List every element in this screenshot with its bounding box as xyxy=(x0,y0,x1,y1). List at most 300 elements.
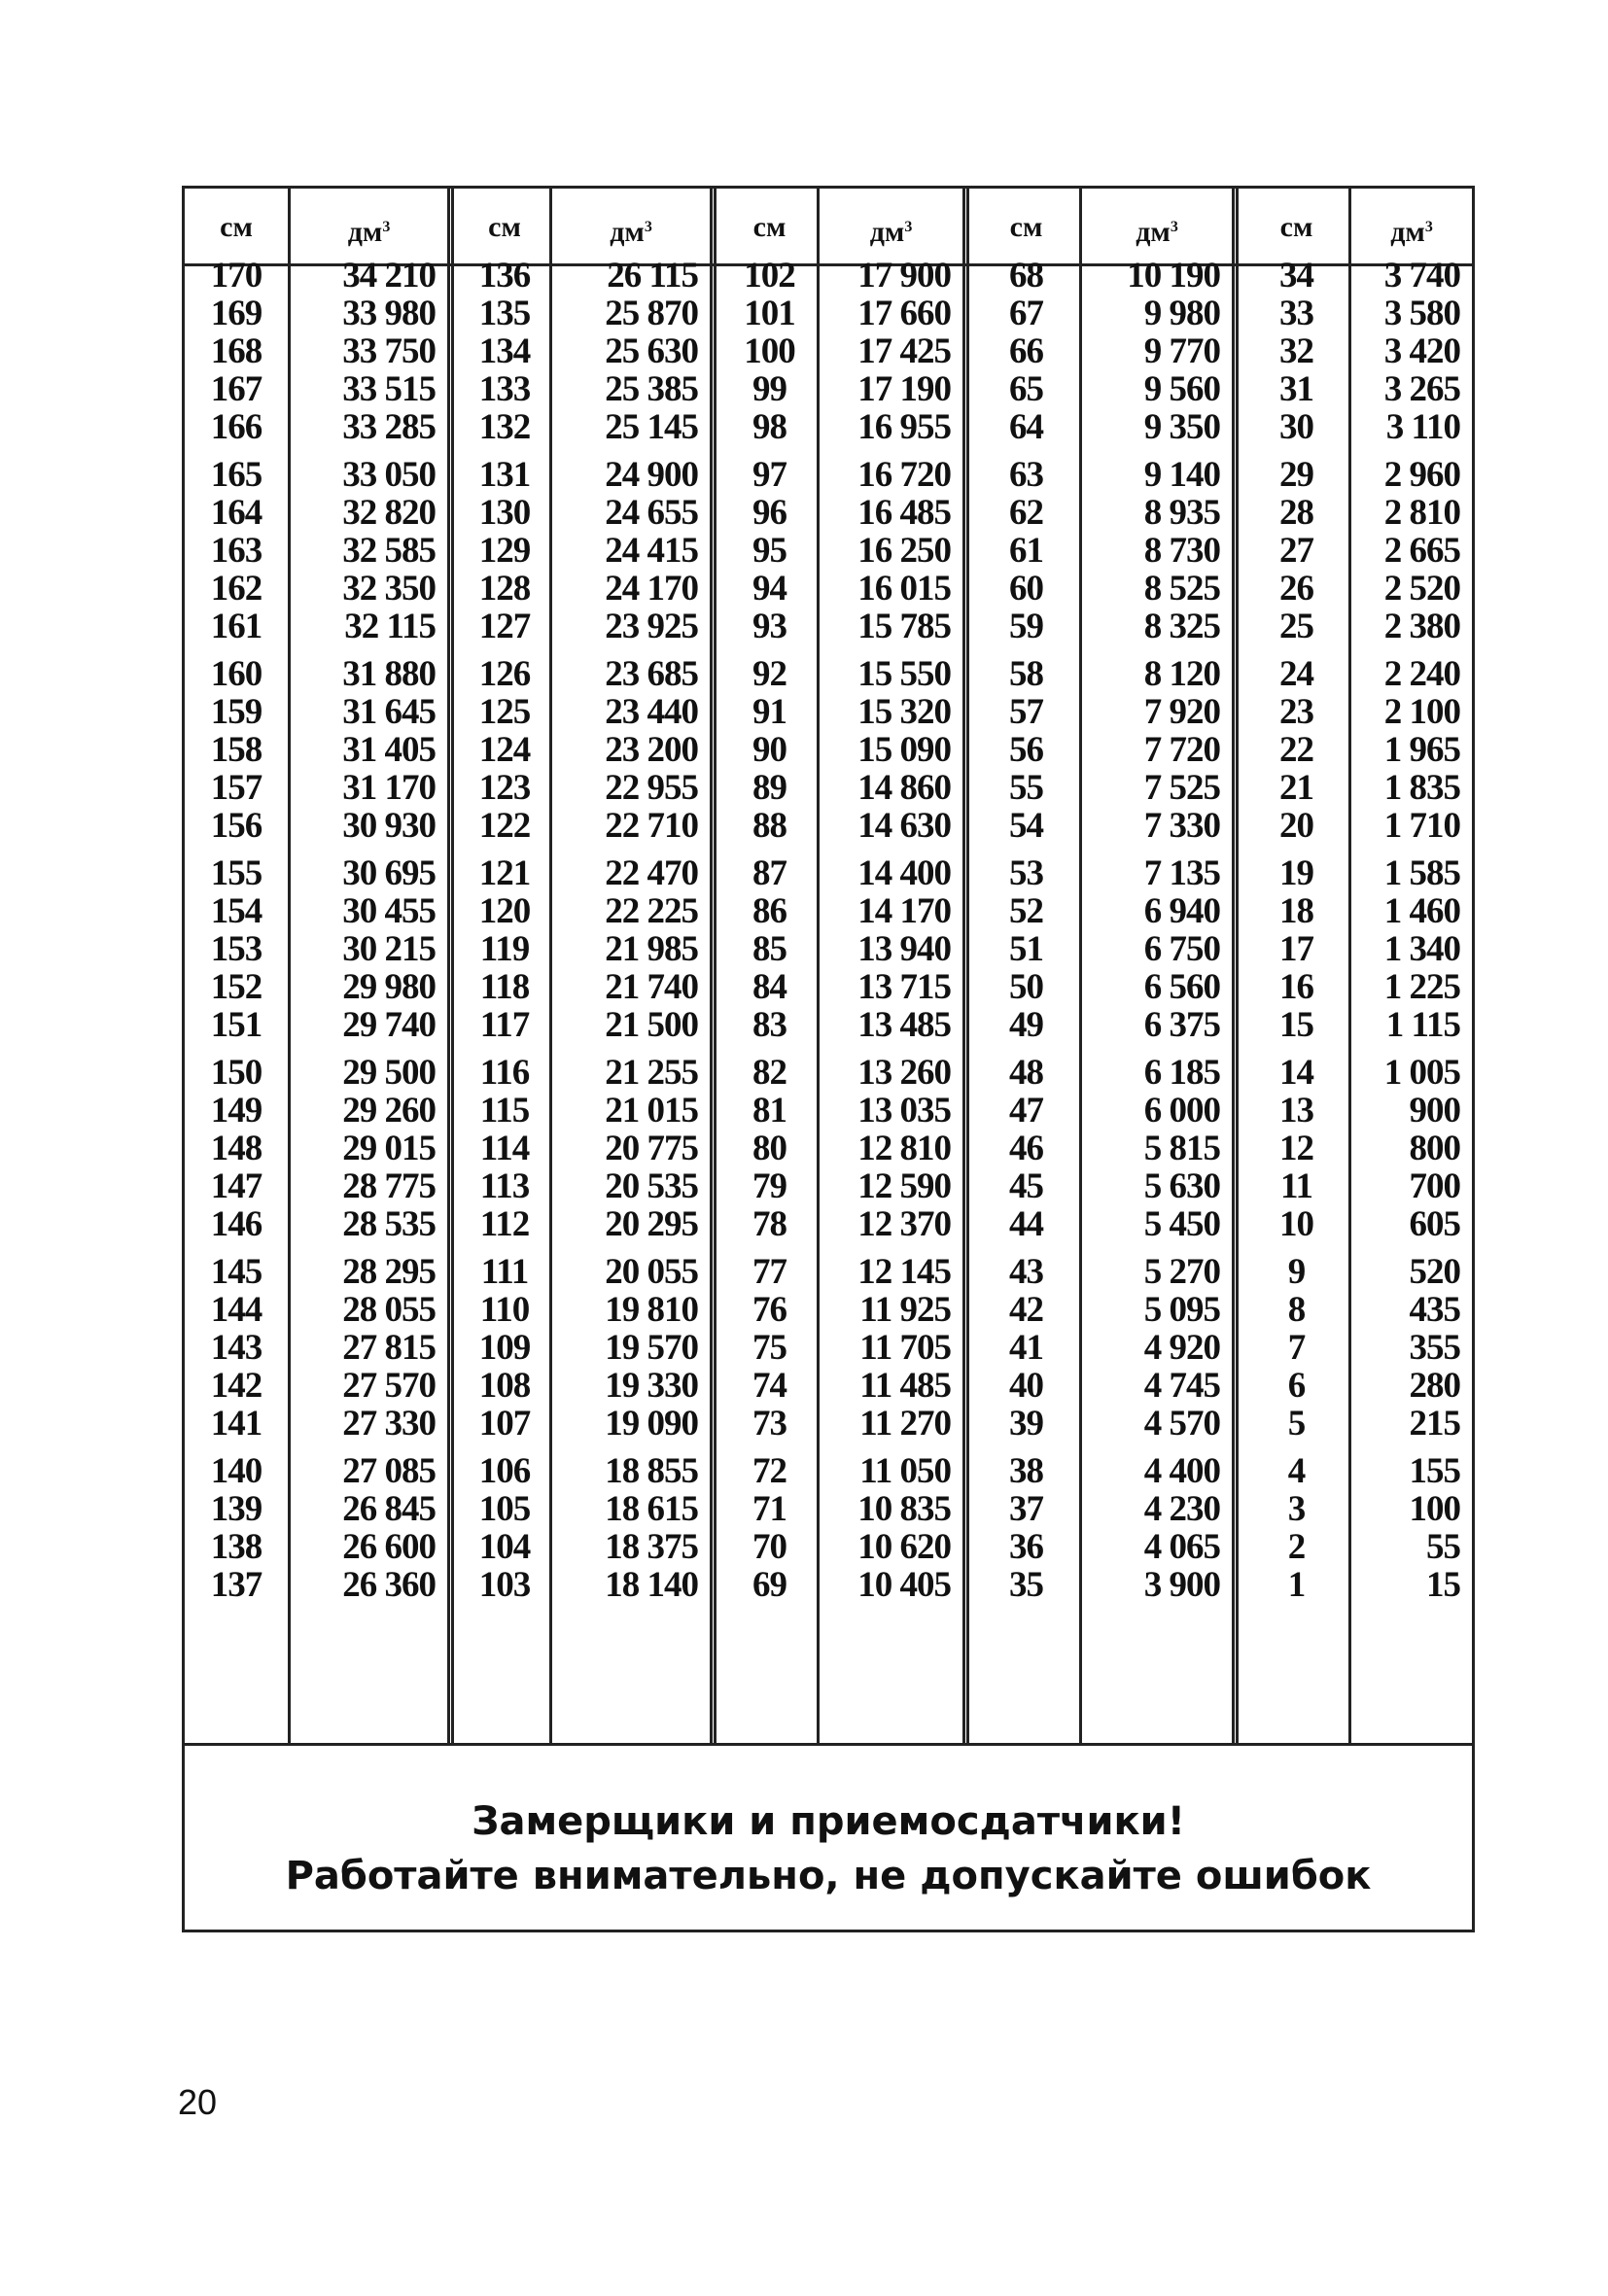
dm3-value: 16 250 xyxy=(857,531,951,571)
cm-value: 79 xyxy=(752,1166,787,1206)
cm-value: 45 xyxy=(1009,1166,1043,1206)
dm3-value: 14 630 xyxy=(857,806,951,846)
cm-value: 99 xyxy=(752,369,787,409)
cm-value: 50 xyxy=(1009,967,1043,1007)
cm-value: 138 xyxy=(210,1527,262,1567)
dm3-value: 23 925 xyxy=(605,607,698,646)
dm3-value: 33 515 xyxy=(342,369,436,409)
dm3-value: 2 100 xyxy=(1383,692,1460,732)
cm-value: 139 xyxy=(210,1489,262,1529)
dm3-value: 4 570 xyxy=(1143,1404,1220,1444)
dm3-value: 13 035 xyxy=(857,1091,951,1131)
dm3-value: 3 110 xyxy=(1385,407,1460,447)
header-dm3: $дм^3$ xyxy=(610,216,652,248)
dm3-value: 14 170 xyxy=(857,891,951,931)
cm-value: 101 xyxy=(744,294,795,333)
dm3-value: 23 440 xyxy=(605,692,698,732)
dm3-value: 28 295 xyxy=(342,1252,436,1292)
cm-value: 49 xyxy=(1009,1005,1043,1045)
cm-value: 148 xyxy=(210,1129,262,1168)
cm-value: 151 xyxy=(210,1005,262,1045)
dm3-value: 8 525 xyxy=(1143,569,1220,609)
column-dm3 xyxy=(1082,257,1220,1614)
cm-value: 143 xyxy=(210,1328,262,1368)
cm-value: 94 xyxy=(752,569,787,609)
cm-value: 33 xyxy=(1279,294,1313,333)
cm-value: 118 xyxy=(479,967,530,1007)
cm-value: 91 xyxy=(752,692,787,732)
cm-value: 111 xyxy=(480,1252,529,1292)
footer-line-1: Замерщики и приемосдатчики! xyxy=(472,1799,1185,1844)
column-dm3 xyxy=(1351,257,1460,1614)
dm3-value: 9 560 xyxy=(1143,369,1220,409)
cm-value: 134 xyxy=(478,331,531,371)
dm3-value: 21 015 xyxy=(605,1091,698,1131)
cm-value: 60 xyxy=(1009,569,1043,609)
dm3-value: 34 210 xyxy=(342,256,436,296)
cm-value: 10 xyxy=(1279,1204,1313,1244)
dm3-value: 27 815 xyxy=(342,1328,436,1368)
cm-value: 131 xyxy=(478,455,531,495)
dm3-value: 4 400 xyxy=(1143,1451,1220,1491)
dm3-value: 19 330 xyxy=(605,1366,698,1406)
dm3-value: 2 960 xyxy=(1383,455,1460,495)
cm-value: 62 xyxy=(1009,493,1043,533)
cm-value: 54 xyxy=(1009,806,1043,846)
cm-value: 87 xyxy=(752,853,787,893)
dm3-value: 3 740 xyxy=(1383,256,1460,296)
cm-value: 119 xyxy=(479,929,530,969)
dm3-value: 19 810 xyxy=(605,1290,698,1330)
dm3-value: 520 xyxy=(1409,1252,1460,1292)
cm-value: 6 xyxy=(1287,1366,1306,1406)
dm3-value: 13 260 xyxy=(857,1053,951,1093)
cm-value: 66 xyxy=(1009,331,1043,371)
cm-value: 36 xyxy=(1009,1527,1043,1567)
cm-value: 158 xyxy=(210,730,262,770)
cm-value: 113 xyxy=(479,1166,530,1206)
cm-value: 67 xyxy=(1009,294,1043,333)
column-dm3 xyxy=(552,257,698,1614)
dm3-value: 17 190 xyxy=(857,369,951,409)
cm-value: 58 xyxy=(1009,654,1043,694)
cm-value: 17 xyxy=(1279,929,1313,969)
cm-value: 167 xyxy=(210,369,262,409)
dm3-value: 15 550 xyxy=(857,654,951,694)
cm-value: 97 xyxy=(752,455,787,495)
dm3-value: 9 980 xyxy=(1143,294,1220,333)
dm3-value: 3 580 xyxy=(1383,294,1460,333)
table-header-row xyxy=(185,189,1472,266)
cm-value: 11 xyxy=(1280,1166,1312,1206)
cm-value: 124 xyxy=(478,730,531,770)
dm3-value: 33 750 xyxy=(342,331,436,371)
cm-value: 159 xyxy=(210,692,262,732)
cm-value: 169 xyxy=(210,294,262,333)
cm-value: 112 xyxy=(479,1204,530,1244)
cm-value: 168 xyxy=(210,331,262,371)
cm-value: 114 xyxy=(479,1129,530,1168)
cm-value: 76 xyxy=(752,1290,787,1330)
header-cm: см xyxy=(752,211,787,243)
dm3-value: 24 415 xyxy=(605,531,698,571)
dm3-value: 12 145 xyxy=(857,1252,951,1292)
dm3-value: 30 695 xyxy=(342,853,436,893)
cm-value: 22 xyxy=(1279,730,1313,770)
cm-value: 68 xyxy=(1009,256,1043,296)
dm3-value: 32 350 xyxy=(342,569,436,609)
cm-value: 93 xyxy=(752,607,787,646)
cm-value: 129 xyxy=(478,531,531,571)
dm3-value: 29 260 xyxy=(342,1091,436,1131)
header-dm3: $дм^3$ xyxy=(869,216,913,248)
column-cm xyxy=(1244,257,1348,1614)
dm3-value: 29 015 xyxy=(342,1129,436,1168)
cm-value: 81 xyxy=(752,1091,787,1131)
cm-value: 5 xyxy=(1287,1404,1306,1444)
cm-value: 77 xyxy=(752,1252,787,1292)
dm3-value: 7 920 xyxy=(1143,692,1220,732)
cm-value: 152 xyxy=(210,967,262,1007)
cm-value: 26 xyxy=(1279,569,1313,609)
dm3-value: 5 630 xyxy=(1143,1166,1220,1206)
cm-value: 7 xyxy=(1287,1328,1306,1368)
cm-value: 105 xyxy=(478,1489,531,1529)
dm3-value: 25 385 xyxy=(605,369,698,409)
cm-value: 85 xyxy=(752,929,787,969)
cm-value: 135 xyxy=(478,294,531,333)
cm-value: 165 xyxy=(210,455,262,495)
cm-value: 71 xyxy=(752,1489,787,1529)
dm3-value: 16 015 xyxy=(857,569,951,609)
cm-value: 37 xyxy=(1009,1489,1043,1529)
cm-value: 126 xyxy=(478,654,531,694)
cm-value: 80 xyxy=(752,1129,787,1168)
dm3-value: 18 855 xyxy=(605,1451,698,1491)
cm-value: 48 xyxy=(1009,1053,1043,1093)
dm3-value: 5 450 xyxy=(1143,1204,1220,1244)
cm-value: 27 xyxy=(1279,531,1313,571)
dm3-value: 16 955 xyxy=(857,407,951,447)
dm3-value: 14 400 xyxy=(857,853,951,893)
dm3-value: 27 330 xyxy=(342,1404,436,1444)
cm-value: 137 xyxy=(210,1565,262,1605)
dm3-value: 28 535 xyxy=(342,1204,436,1244)
cm-value: 25 xyxy=(1279,607,1313,646)
dm3-value: 1 340 xyxy=(1383,929,1460,969)
dm3-value: 24 655 xyxy=(605,493,698,533)
dm3-value: 30 930 xyxy=(342,806,436,846)
cm-value: 120 xyxy=(478,891,531,931)
dm3-value: 33 050 xyxy=(342,455,436,495)
cm-value: 59 xyxy=(1009,607,1043,646)
dm3-value: 33 285 xyxy=(342,407,436,447)
group-divider xyxy=(1232,189,1239,1743)
dm3-value: 15 090 xyxy=(857,730,951,770)
cm-value: 102 xyxy=(744,256,795,296)
dm3-value: 31 880 xyxy=(342,654,436,694)
dm3-value: 30 455 xyxy=(342,891,436,931)
dm3-value: 24 900 xyxy=(605,455,698,495)
dm3-value: 20 055 xyxy=(605,1252,698,1292)
cm-value: 63 xyxy=(1009,455,1043,495)
dm3-value: 800 xyxy=(1409,1129,1460,1168)
cm-value: 103 xyxy=(478,1565,531,1605)
dm3-value: 10 620 xyxy=(857,1527,951,1567)
cm-value: 53 xyxy=(1009,853,1043,893)
cm-value: 9 xyxy=(1287,1252,1306,1292)
dm3-value: 11 270 xyxy=(859,1404,951,1444)
dm3-value: 4 065 xyxy=(1143,1527,1220,1567)
dm3-value: 2 665 xyxy=(1383,531,1460,571)
dm3-value: 15 320 xyxy=(857,692,951,732)
dm3-value: 22 710 xyxy=(605,806,698,846)
dm3-value: 21 985 xyxy=(605,929,698,969)
cm-value: 41 xyxy=(1009,1328,1043,1368)
cm-value: 84 xyxy=(752,967,787,1007)
cm-value: 73 xyxy=(752,1404,787,1444)
dm3-value: 14 860 xyxy=(857,768,951,808)
dm3-value: 17 660 xyxy=(857,294,951,333)
footer-line-2: Работайте внимательно, не допускайте ошибок xyxy=(285,1854,1372,1898)
dm3-value: 10 405 xyxy=(857,1565,951,1605)
cm-value: 82 xyxy=(752,1053,787,1093)
dm3-value: 26 845 xyxy=(342,1489,436,1529)
column-cm xyxy=(722,257,817,1614)
group-divider xyxy=(447,189,454,1743)
cm-value: 164 xyxy=(210,493,262,533)
dm3-value: 13 940 xyxy=(857,929,951,969)
cm-value: 155 xyxy=(210,853,262,893)
dm3-value: 6 750 xyxy=(1143,929,1220,969)
cm-value: 156 xyxy=(210,806,262,846)
dm3-value: 22 225 xyxy=(605,891,698,931)
cm-value: 13 xyxy=(1279,1091,1313,1131)
dm3-value: 11 705 xyxy=(859,1328,951,1368)
cm-value: 56 xyxy=(1009,730,1043,770)
dm3-value: 215 xyxy=(1409,1404,1460,1444)
dm3-value: 21 500 xyxy=(605,1005,698,1045)
cm-value: 4 xyxy=(1287,1451,1306,1491)
cm-value: 108 xyxy=(478,1366,531,1406)
dm3-value: 30 215 xyxy=(342,929,436,969)
cm-value: 98 xyxy=(752,407,787,447)
cm-value: 142 xyxy=(210,1366,262,1406)
dm3-value: 3 420 xyxy=(1383,331,1460,371)
dm3-value: 28 055 xyxy=(342,1290,436,1330)
cm-value: 157 xyxy=(210,768,262,808)
cm-value: 107 xyxy=(478,1404,531,1444)
dm3-value: 7 525 xyxy=(1143,768,1220,808)
cm-value: 8 xyxy=(1287,1290,1306,1330)
header-cm: см xyxy=(1009,211,1043,243)
cm-value: 43 xyxy=(1009,1252,1043,1292)
dm3-value: 5 270 xyxy=(1143,1252,1220,1292)
dm3-value: 29 980 xyxy=(342,967,436,1007)
dm3-value: 16 720 xyxy=(857,455,951,495)
dm3-value: 11 050 xyxy=(859,1451,951,1491)
cm-value: 144 xyxy=(210,1290,262,1330)
cm-value: 28 xyxy=(1279,493,1313,533)
cm-value: 150 xyxy=(210,1053,262,1093)
cm-value: 109 xyxy=(478,1328,531,1368)
dm3-value: 28 775 xyxy=(342,1166,436,1206)
column-cm xyxy=(973,257,1079,1614)
volume-table xyxy=(182,186,1475,1932)
cm-value: 162 xyxy=(210,569,262,609)
cm-value: 16 xyxy=(1279,967,1313,1007)
group-divider xyxy=(710,189,717,1743)
cm-value: 104 xyxy=(478,1527,531,1567)
cm-value: 30 xyxy=(1279,407,1313,447)
dm3-value: 11 485 xyxy=(859,1366,951,1406)
dm3-value: 4 920 xyxy=(1143,1328,1220,1368)
cm-value: 140 xyxy=(210,1451,262,1491)
dm3-value: 1 585 xyxy=(1383,853,1460,893)
cm-value: 38 xyxy=(1009,1451,1043,1491)
dm3-value: 26 600 xyxy=(342,1527,436,1567)
cm-value: 106 xyxy=(478,1451,531,1491)
dm3-value: 605 xyxy=(1409,1204,1460,1244)
cm-value: 127 xyxy=(478,607,531,646)
cm-value: 20 xyxy=(1279,806,1313,846)
dm3-value: 5 815 xyxy=(1143,1129,1220,1168)
cm-value: 29 xyxy=(1279,455,1313,495)
dm3-value: 2 520 xyxy=(1383,569,1460,609)
cm-value: 110 xyxy=(479,1290,530,1330)
dm3-value: 17 425 xyxy=(857,331,951,371)
cm-value: 89 xyxy=(752,768,787,808)
dm3-value: 280 xyxy=(1409,1366,1460,1406)
dm3-value: 1 225 xyxy=(1383,967,1460,1007)
cm-value: 42 xyxy=(1009,1290,1043,1330)
cm-value: 125 xyxy=(478,692,531,732)
cm-value: 166 xyxy=(210,407,262,447)
dm3-value: 4 230 xyxy=(1143,1489,1220,1529)
cm-value: 39 xyxy=(1009,1404,1043,1444)
cm-value: 117 xyxy=(479,1005,530,1045)
dm3-value: 18 140 xyxy=(605,1565,698,1605)
cm-value: 100 xyxy=(744,331,795,371)
dm3-value: 25 630 xyxy=(605,331,698,371)
page-number: 20 xyxy=(178,2082,218,2122)
dm3-value: 20 295 xyxy=(605,1204,698,1244)
dm3-value: 6 940 xyxy=(1143,891,1220,931)
cm-value: 116 xyxy=(479,1053,530,1093)
dm3-value: 2 810 xyxy=(1383,493,1460,533)
cm-value: 55 xyxy=(1009,768,1043,808)
header-cm: см xyxy=(1279,211,1313,243)
dm3-value: 10 190 xyxy=(1127,256,1220,296)
cm-value: 92 xyxy=(752,654,787,694)
cm-value: 1 xyxy=(1287,1565,1306,1605)
cm-value: 46 xyxy=(1009,1129,1043,1168)
cm-value: 51 xyxy=(1009,929,1043,969)
dm3-value: 20 535 xyxy=(605,1166,698,1206)
cm-value: 74 xyxy=(752,1366,787,1406)
cm-value: 78 xyxy=(752,1204,787,1244)
dm3-value: 7 135 xyxy=(1143,853,1220,893)
dm3-value: 1 835 xyxy=(1383,768,1460,808)
dm3-value: 12 810 xyxy=(857,1129,951,1168)
dm3-value: 8 325 xyxy=(1143,607,1220,646)
dm3-value: 19 570 xyxy=(605,1328,698,1368)
dm3-value: 17 900 xyxy=(857,256,951,296)
dm3-value: 1 005 xyxy=(1383,1053,1460,1093)
dm3-value: 16 485 xyxy=(857,493,951,533)
dm3-value: 11 925 xyxy=(859,1290,951,1330)
dm3-value: 31 170 xyxy=(342,768,436,808)
dm3-value: 13 715 xyxy=(857,967,951,1007)
dm3-value: 2 380 xyxy=(1383,607,1460,646)
cm-value: 34 xyxy=(1279,256,1313,296)
dm3-value: 27 085 xyxy=(342,1451,436,1491)
cm-value: 15 xyxy=(1279,1005,1313,1045)
cm-value: 145 xyxy=(210,1252,262,1292)
dm3-value: 900 xyxy=(1409,1091,1460,1131)
cm-value: 149 xyxy=(210,1091,262,1131)
dm3-value: 10 835 xyxy=(857,1489,951,1529)
cm-value: 52 xyxy=(1009,891,1043,931)
cm-value: 57 xyxy=(1009,692,1043,732)
dm3-value: 355 xyxy=(1409,1328,1460,1368)
dm3-value: 5 095 xyxy=(1143,1290,1220,1330)
cm-value: 70 xyxy=(752,1527,787,1567)
cm-value: 23 xyxy=(1279,692,1313,732)
cm-value: 31 xyxy=(1279,369,1313,409)
header-cm: см xyxy=(220,211,253,243)
dm3-value: 100 xyxy=(1409,1489,1460,1529)
cm-value: 35 xyxy=(1009,1565,1043,1605)
cm-value: 115 xyxy=(479,1091,530,1131)
dm3-value: 18 375 xyxy=(605,1527,698,1567)
cm-value: 88 xyxy=(752,806,787,846)
dm3-value: 8 120 xyxy=(1143,654,1220,694)
dm3-value: 1 115 xyxy=(1385,1005,1460,1045)
dm3-value: 2 240 xyxy=(1383,654,1460,694)
dm3-value: 3 265 xyxy=(1383,369,1460,409)
dm3-value: 155 xyxy=(1409,1451,1460,1491)
dm3-value: 1 710 xyxy=(1383,806,1460,846)
dm3-value: 12 370 xyxy=(857,1204,951,1244)
dm3-value: 32 820 xyxy=(342,493,436,533)
dm3-value: 6 000 xyxy=(1143,1091,1220,1131)
group-divider xyxy=(962,189,969,1743)
cm-value: 161 xyxy=(210,607,262,646)
dm3-value: 9 350 xyxy=(1143,407,1220,447)
cm-value: 90 xyxy=(752,730,787,770)
dm3-value: 435 xyxy=(1409,1290,1460,1330)
dm3-value: 55 xyxy=(1426,1527,1460,1567)
column-cm xyxy=(185,257,288,1614)
cm-value: 141 xyxy=(210,1404,262,1444)
cm-value: 83 xyxy=(752,1005,787,1045)
dm3-value: 32 115 xyxy=(344,607,436,646)
dm3-value: 27 570 xyxy=(342,1366,436,1406)
dm3-value: 4 745 xyxy=(1143,1366,1220,1406)
dm3-value: 31 645 xyxy=(342,692,436,732)
dm3-value: 8 935 xyxy=(1143,493,1220,533)
cm-value: 72 xyxy=(752,1451,787,1491)
cm-value: 153 xyxy=(210,929,262,969)
cm-value: 61 xyxy=(1009,531,1043,571)
dm3-value: 21 740 xyxy=(605,967,698,1007)
cm-value: 14 xyxy=(1279,1053,1313,1093)
column-dm3 xyxy=(820,257,951,1614)
dm3-value: 7 720 xyxy=(1143,730,1220,770)
cm-value: 18 xyxy=(1279,891,1313,931)
cm-value: 21 xyxy=(1279,768,1313,808)
